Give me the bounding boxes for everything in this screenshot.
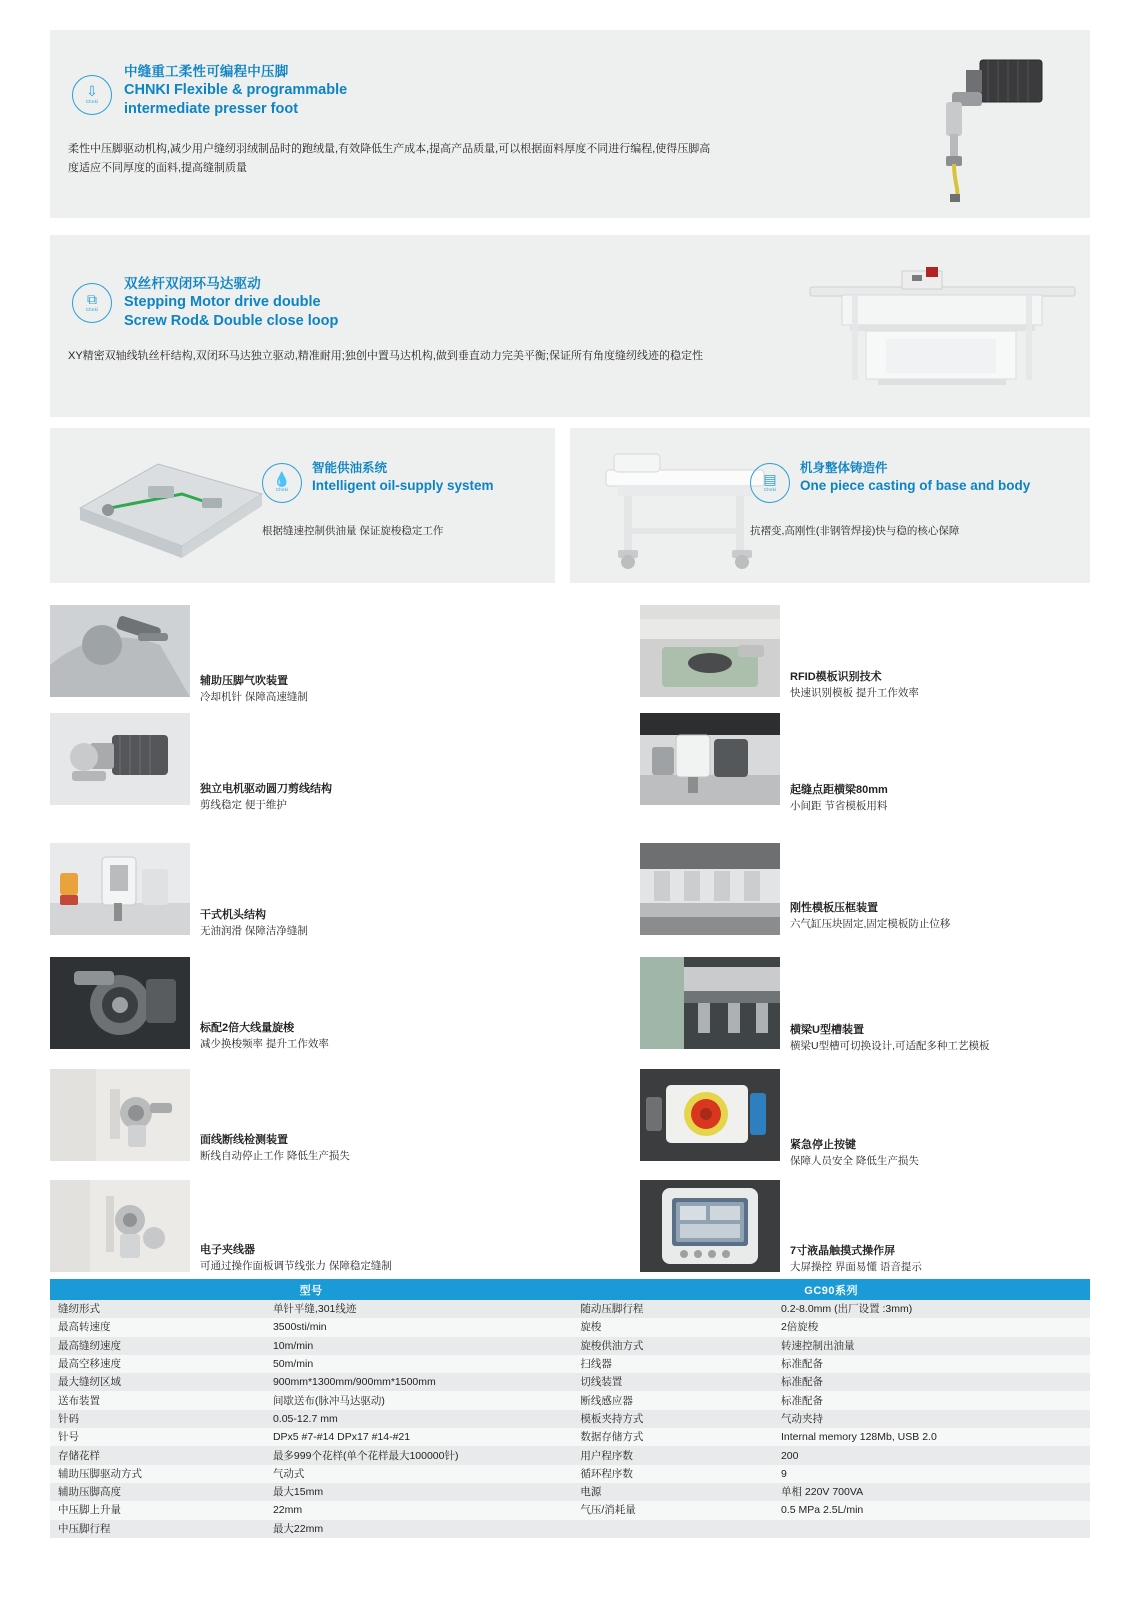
table-row xyxy=(50,1410,1090,1428)
one-piece-casting-photo xyxy=(590,432,780,582)
caption-sub: 减少换梭频率 提升工作效率 xyxy=(200,1038,329,1050)
caption-sub: 六气缸压块固定,固定模板防止位移 xyxy=(790,918,951,930)
caption-sub: 断线自动停止工作 降低生产损失 xyxy=(200,1150,350,1162)
spec-value: 气动夹持 xyxy=(773,1410,1090,1428)
card-1-description: 根据缝速控制供油量 保证旋梭稳定工作 xyxy=(262,525,444,537)
badge-brand-label: Chnki xyxy=(85,99,99,104)
spec-key: 随动压脚行程 xyxy=(572,1300,773,1318)
spec-value: 0.05-12.7 mm xyxy=(265,1410,572,1428)
feature-1-title-cn: 中缝重工柔性可编程中压脚 xyxy=(124,64,289,79)
spec-key: 针码 xyxy=(50,1410,265,1428)
caption-sub: 冷却机针 保障高速缝制 xyxy=(200,691,308,703)
caption-sub: 小间距 节省模板用料 xyxy=(790,800,888,812)
presser-foot-motor-photo xyxy=(880,44,1090,204)
oil-drop-icon xyxy=(262,463,302,503)
spec-value: 0.5 MPa 2.5L/min xyxy=(773,1501,1090,1519)
table-row xyxy=(50,1355,1090,1373)
feature-2-title-cn: 双丝杆双闭环马达驱动 xyxy=(124,276,261,291)
spec-value: 3500sti/min xyxy=(265,1318,572,1336)
dry-head-structure-photo xyxy=(50,843,190,935)
card-2-title-en: One piece casting of base and body xyxy=(800,478,1031,493)
rfid-template-recognition-photo xyxy=(640,605,780,697)
table-row xyxy=(50,1446,1090,1464)
rotary-knife-trimmer-photo xyxy=(50,713,190,805)
card-2-description: 抗褶变,高刚性(非钢管焊接)快与稳的核心保障 xyxy=(750,525,960,537)
feature-2-desc-line1: XY精密双轴线轨丝杆结构,双闭环马达独立驱动,精准耐用;独创中置马达机构,做到垂直动力完美平衡;保证所有角度缝纫线迹的稳定性 xyxy=(68,350,703,362)
spec-header-series: GC90系列 xyxy=(572,1279,1090,1300)
spec-key: 最高转速度 xyxy=(50,1318,265,1336)
oil-supply-system-photo xyxy=(62,446,277,568)
gallery-left-caption-2 xyxy=(200,781,332,813)
spec-key: 辅助压脚高度 xyxy=(50,1483,265,1501)
spec-value: 9 xyxy=(773,1465,1090,1483)
screw-rod-icon xyxy=(72,283,112,323)
spec-value: Internal memory 128Mb, USB 2.0 xyxy=(773,1428,1090,1446)
gallery-right-caption-4 xyxy=(790,1022,990,1054)
table-row xyxy=(50,1391,1090,1409)
emergency-stop-button-photo xyxy=(640,1069,780,1161)
badge-brand-label: Chnki xyxy=(85,307,99,312)
spec-header-model: 型号 xyxy=(50,1279,572,1300)
spec-key: 中压脚行程 xyxy=(50,1520,265,1538)
specification-table xyxy=(50,1279,1090,1538)
badge-brand-label: Chnki xyxy=(763,487,777,492)
caption-title: 7寸液晶触摸式操作屏 xyxy=(790,1245,896,1257)
caption-title: 标配2倍大线量旋梭 xyxy=(200,1022,295,1034)
feature-2-description xyxy=(68,347,888,366)
feature-1-description xyxy=(68,140,768,178)
gallery-right-caption-2 xyxy=(790,782,888,814)
table-row xyxy=(50,1520,1090,1538)
card-one-piece-casting xyxy=(570,428,1090,583)
feature-1-title-en-line2: intermediate presser foot xyxy=(124,100,299,117)
spec-key: 最高空移速度 xyxy=(50,1355,265,1373)
gallery-left-caption-3 xyxy=(200,907,308,939)
gallery-left-caption-4 xyxy=(200,1020,329,1052)
spec-key: 针号 xyxy=(50,1428,265,1446)
table-row xyxy=(50,1300,1090,1318)
spec-value: 最大15mm xyxy=(265,1483,572,1501)
spec-value: 最多999个花样(单个花样最大100000针) xyxy=(265,1446,572,1464)
caption-title: 刚性模板压框装置 xyxy=(790,902,878,914)
spec-key: 断线感应器 xyxy=(572,1391,773,1409)
spec-key: 模板夹持方式 xyxy=(572,1410,773,1428)
oil-drop-glyph: 💧 xyxy=(273,471,291,487)
xy-frame-photo xyxy=(790,239,1090,399)
card-2-title-cn: 机身整体铸造件 xyxy=(800,461,888,475)
electronic-thread-tensioner-photo xyxy=(50,1180,190,1272)
spec-value: 标准配备 xyxy=(773,1391,1090,1409)
casting-body-glyph: ▤ xyxy=(763,471,777,487)
double-capacity-hook-photo xyxy=(50,957,190,1049)
caption-sub: 可通过操作面板调节线张力 保障稳定缝制 xyxy=(200,1260,392,1272)
spec-value: 2倍旋梭 xyxy=(773,1318,1090,1336)
feature-2-title-en-line1: Stepping Motor drive double xyxy=(124,294,321,310)
gallery-right-caption-1 xyxy=(790,669,919,701)
card-1-title-en: Intelligent oil-supply system xyxy=(312,478,494,493)
caption-title: RFID模板识别技术 xyxy=(790,671,882,683)
spec-value: 标准配备 xyxy=(773,1373,1090,1391)
gallery-right-caption-3 xyxy=(790,900,950,932)
spec-value xyxy=(773,1520,1090,1538)
spec-key: 最大缝纫区域 xyxy=(50,1373,265,1391)
caption-title: 横梁U型槽装置 xyxy=(790,1024,864,1036)
caption-sub: 快速识别模板 提升工作效率 xyxy=(790,687,919,699)
rigid-template-clamp-photo xyxy=(640,843,780,935)
spec-key: 送布装置 xyxy=(50,1391,265,1409)
spec-key: 缝纫形式 xyxy=(50,1300,265,1318)
spec-value: 转速控制出油量 xyxy=(773,1337,1090,1355)
card-1-titles xyxy=(312,460,552,495)
spec-value: 22mm xyxy=(265,1501,572,1519)
caption-sub: 剪线稳定 便于维护 xyxy=(200,799,287,811)
spec-value: 50m/min xyxy=(265,1355,572,1373)
feature-1-desc-line2: 度适应不同厚度的面料,提高缝制质量 xyxy=(68,162,248,174)
caption-sub: 保障人员安全 降低生产损失 xyxy=(790,1155,919,1167)
gallery-right-caption-6 xyxy=(790,1243,922,1275)
spec-key: 电源 xyxy=(572,1483,773,1501)
spec-value: 10m/min xyxy=(265,1337,572,1355)
spec-key: 数据存储方式 xyxy=(572,1428,773,1446)
spec-key: 旋梭供油方式 xyxy=(572,1337,773,1355)
spec-value: DPx5 #7-#14 DPx17 #14-#21 xyxy=(265,1428,572,1446)
spec-value: 最大22mm xyxy=(265,1520,572,1538)
feature-banner-screw-rod xyxy=(50,235,1090,417)
caption-title: 面线断线检测装置 xyxy=(200,1134,288,1146)
feature-1-desc-line1: 柔性中压脚驱动机构,减少用户缝纫羽绒制品时的跑绒量,有效降低生产成本,提高产品质量,可以根据面料厚度不同进行编程,使得压脚高 xyxy=(68,143,711,155)
touch-screen-panel-photo xyxy=(640,1180,780,1272)
gallery-left-caption-1 xyxy=(200,673,308,705)
spec-key xyxy=(572,1520,773,1538)
table-row xyxy=(50,1501,1090,1519)
badge-brand-label: Chnki xyxy=(275,487,289,492)
card-oil-supply-system xyxy=(50,428,555,583)
spec-key: 辅助压脚驱动方式 xyxy=(50,1465,265,1483)
feature-1-titles xyxy=(124,63,624,118)
presser-foot-glyph: ⇩ xyxy=(86,83,98,99)
spec-key: 旋梭 xyxy=(572,1318,773,1336)
table-row xyxy=(50,1337,1090,1355)
caption-sub: 横梁U型槽可切换设计,可适配多种工艺模板 xyxy=(790,1040,990,1052)
spec-key: 气压/消耗量 xyxy=(572,1501,773,1519)
gallery-left-caption-5 xyxy=(200,1132,350,1164)
caption-title: 干式机头结构 xyxy=(200,909,266,921)
caption-sub: 大屏操控 界面易懂 语音提示 xyxy=(790,1261,922,1273)
spec-value: 标准配备 xyxy=(773,1355,1090,1373)
gallery-right-caption-5 xyxy=(790,1137,919,1169)
thread-break-detector-photo xyxy=(50,1069,190,1161)
spec-key: 存储花样 xyxy=(50,1446,265,1464)
casting-body-icon xyxy=(750,463,790,503)
table-row xyxy=(50,1318,1090,1336)
start-point-distance-photo xyxy=(640,713,780,805)
caption-sub: 无油润滑 保障洁净缝制 xyxy=(200,925,308,937)
spec-key: 最高缝纫速度 xyxy=(50,1337,265,1355)
spec-value: 单针平缝,301线迹 xyxy=(265,1300,572,1318)
spec-value: 单相 220V 700VA xyxy=(773,1483,1090,1501)
spec-value: 0.2-8.0mm (出厂设置 :3mm) xyxy=(773,1300,1090,1318)
caption-title: 起缝点距横梁80mm xyxy=(790,784,888,796)
caption-title: 独立电机驱动圆刀剪线结构 xyxy=(200,783,332,795)
spec-value: 900mm*1300mm/900mm*1500mm xyxy=(265,1373,572,1391)
caption-title: 电子夹线器 xyxy=(200,1244,255,1256)
feature-2-titles xyxy=(124,275,624,330)
spec-key: 扫线器 xyxy=(572,1355,773,1373)
spec-key: 循环程序数 xyxy=(572,1465,773,1483)
caption-title: 辅助压脚气吹装置 xyxy=(200,675,288,687)
table-row xyxy=(50,1483,1090,1501)
presser-foot-icon xyxy=(72,75,112,115)
spec-value: 200 xyxy=(773,1446,1090,1464)
spec-header-row xyxy=(50,1279,1090,1300)
card-2-titles xyxy=(800,460,1090,495)
spec-key: 切线装置 xyxy=(572,1373,773,1391)
spec-key: 用户程序数 xyxy=(572,1446,773,1464)
spec-key: 中压脚上升量 xyxy=(50,1501,265,1519)
u-slot-beam-photo xyxy=(640,957,780,1049)
feature-2-title-en-line2: Screw Rod& Double close loop xyxy=(124,312,339,329)
air-blow-device-photo xyxy=(50,605,190,697)
feature-banner-presser-foot xyxy=(50,30,1090,218)
table-row xyxy=(50,1465,1090,1483)
table-row xyxy=(50,1373,1090,1391)
spec-value: 气动式 xyxy=(265,1465,572,1483)
feature-1-title-en-line1: CHNKI Flexible & programmable xyxy=(124,82,348,98)
card-1-title-cn: 智能供油系统 xyxy=(312,461,388,475)
screw-rod-glyph: ⧉ xyxy=(87,291,97,307)
table-row xyxy=(50,1428,1090,1446)
caption-title: 紧急停止按键 xyxy=(790,1139,856,1151)
gallery-left-caption-6 xyxy=(200,1242,392,1274)
spec-value: 间歇送布(脉冲马达驱动) xyxy=(265,1391,572,1409)
